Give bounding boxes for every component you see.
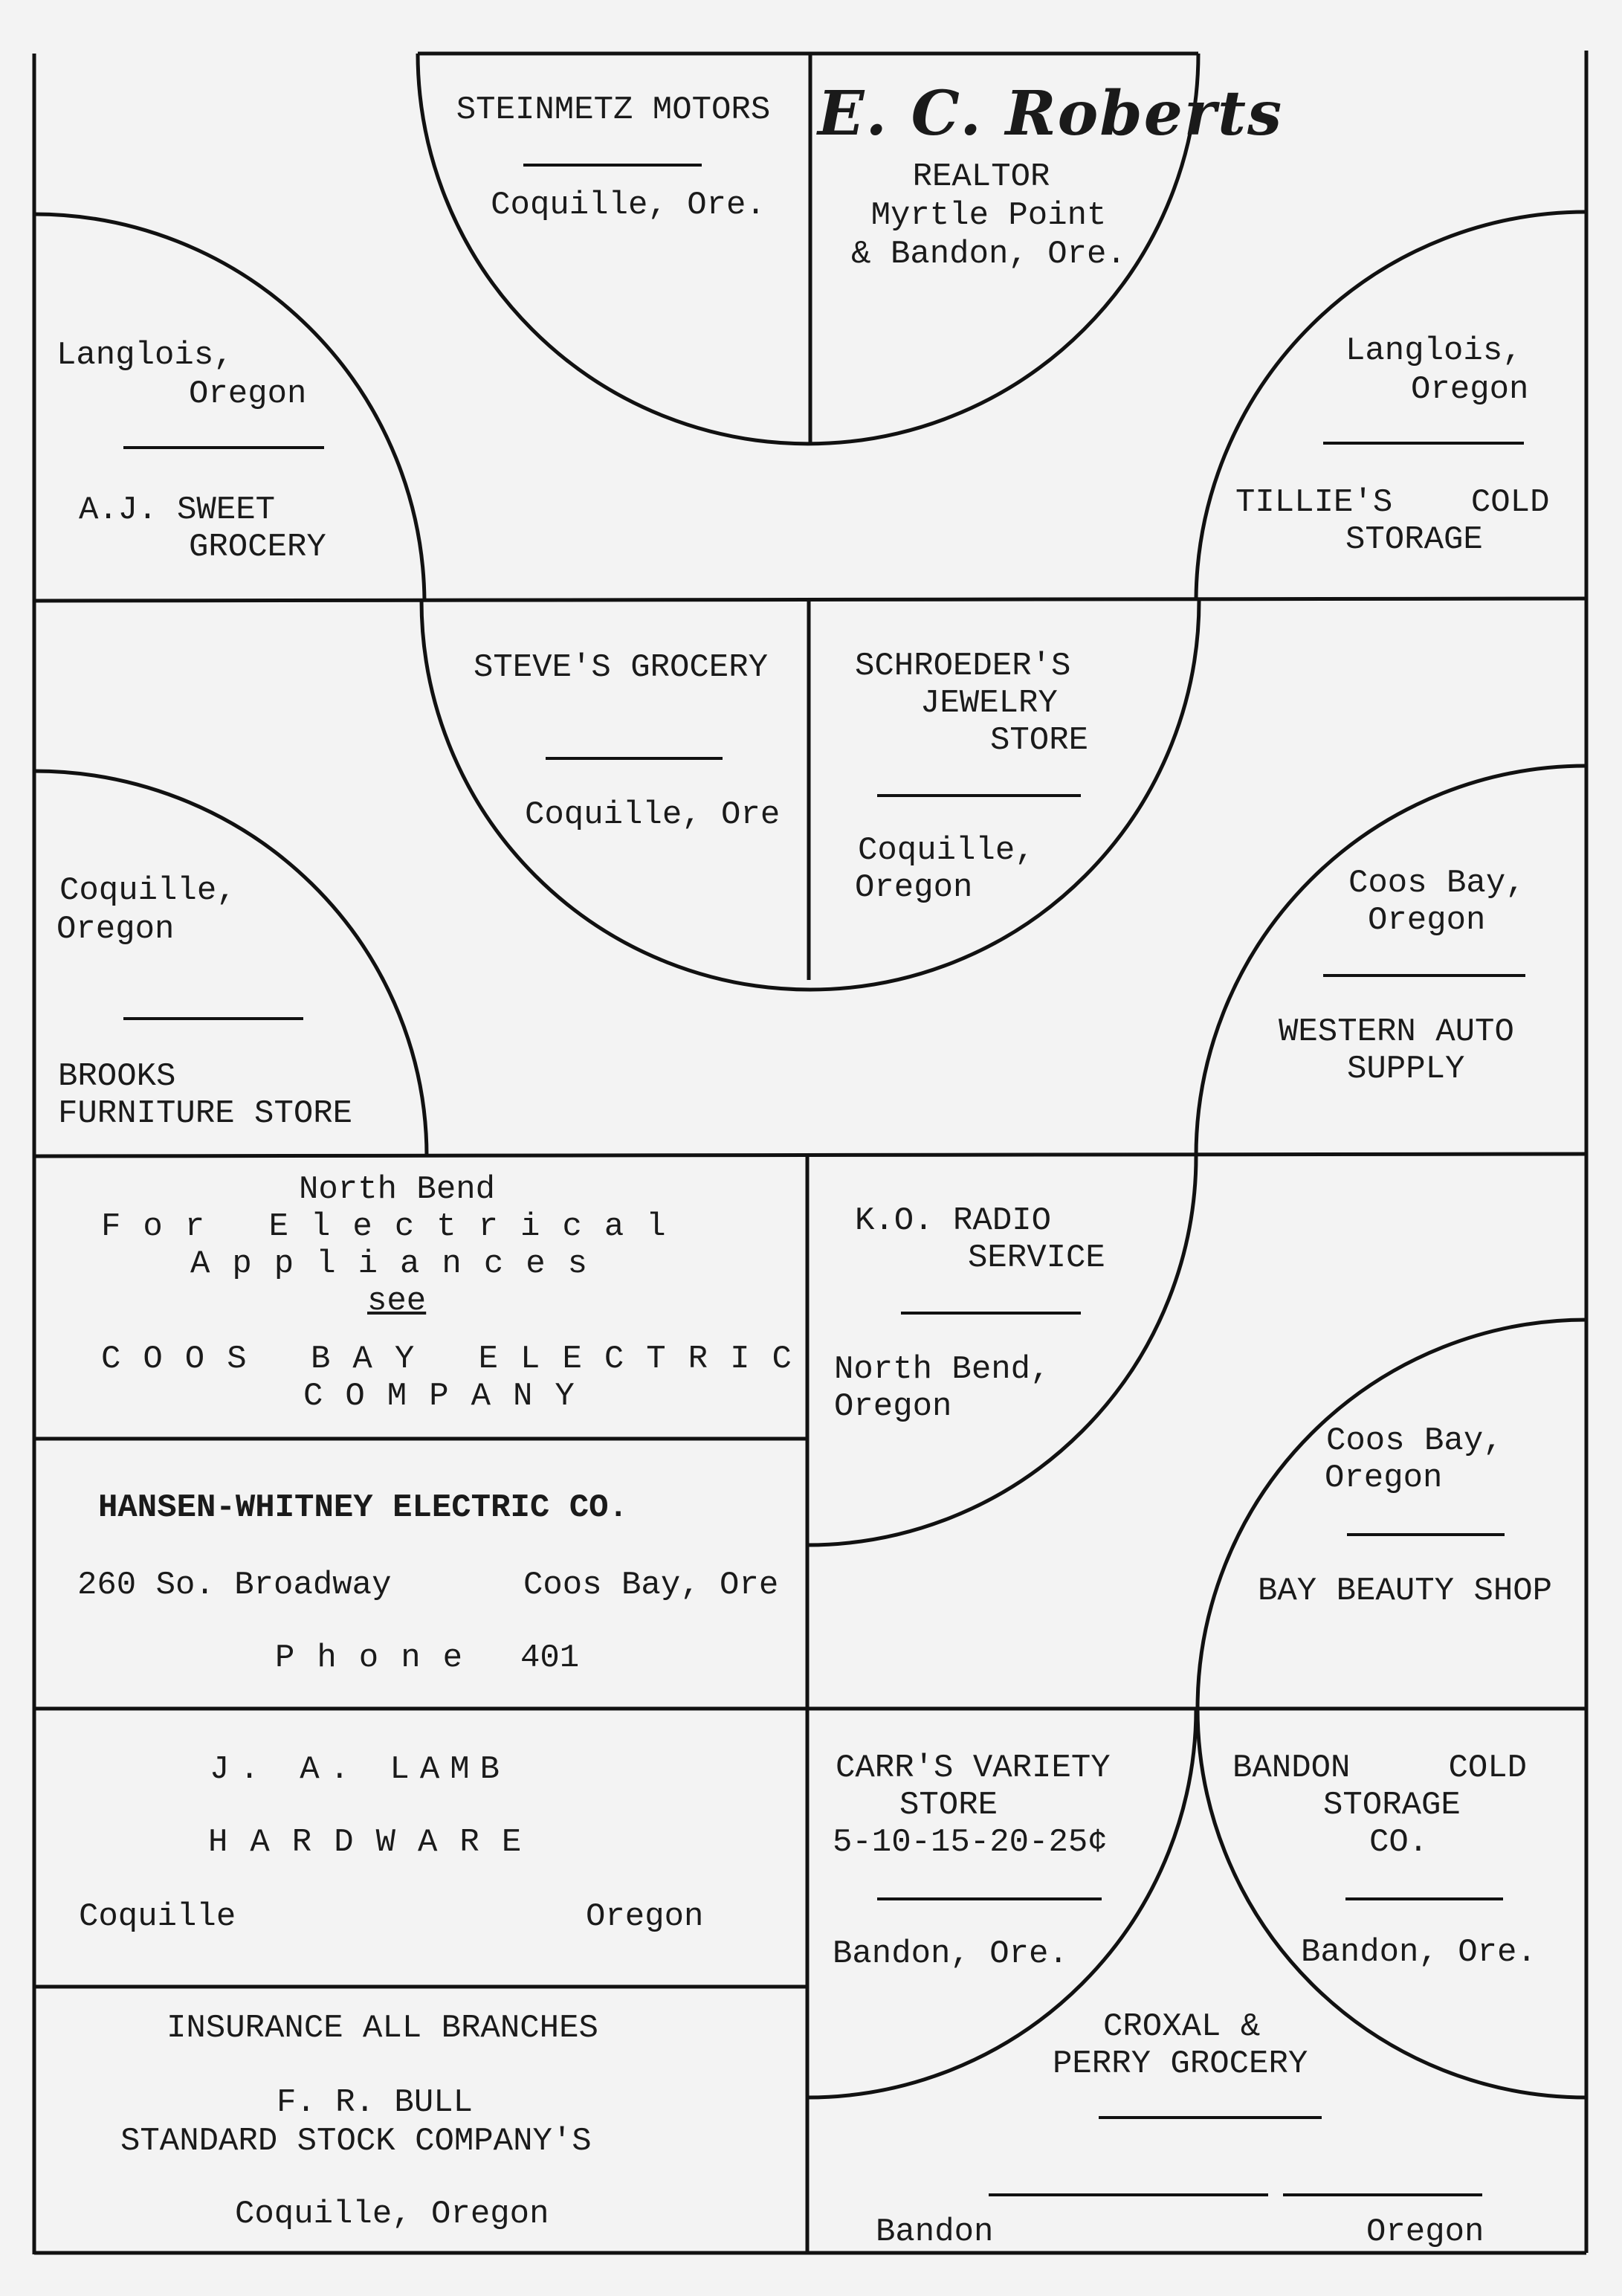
hansen-address: 260 So. Broadway <box>77 1567 392 1604</box>
steves-city: Coquille, Ore <box>525 796 781 833</box>
bandon-cold-name1: BANDON COLD <box>1232 1750 1528 1787</box>
brooks-rule <box>123 1017 303 1020</box>
steinmetz-rule <box>523 164 702 167</box>
sweet-name2: GROCERY <box>189 529 326 566</box>
brooks-city1: Coquille, <box>59 872 236 909</box>
cbe-line6: COMPANY <box>303 1378 597 1415</box>
bull-city: Coquille, Oregon <box>235 2196 549 2233</box>
hansen-phone-label: Phone <box>275 1639 485 1677</box>
hansen-name: HANSEN-WHITNEY ELECTRIC CO. <box>98 1489 628 1526</box>
bull-name: F. R. BULL <box>277 2084 474 2121</box>
beauty-rule <box>1347 1533 1505 1536</box>
brooks-city2: Oregon <box>56 911 175 948</box>
ko-city1: North Bend, <box>834 1351 1050 1388</box>
carrs-rule <box>877 1897 1102 1900</box>
croxal-underline-2 <box>1283 2193 1482 2196</box>
carrs-city: Bandon, Ore. <box>833 1935 1068 1973</box>
cbe-line3: Appliances <box>190 1245 610 1283</box>
carrs-name1: CARR'S VARIETY <box>836 1750 1111 1787</box>
western-city1: Coos Bay, <box>1348 865 1525 902</box>
lamb-city: Coquille <box>79 1898 236 1935</box>
ko-rule <box>901 1312 1081 1315</box>
roberts-title: REALTOR <box>912 158 1050 196</box>
ko-name1: K.O. RADIO <box>855 1202 1052 1239</box>
schroeder-name3: STORE <box>990 722 1089 759</box>
brooks-name2: FURNITURE STORE <box>58 1095 353 1132</box>
sweet-city1: Langlois, <box>56 337 233 374</box>
lamb-name: J. A. LAMB <box>210 1751 511 1788</box>
row-line-2 <box>34 1154 1586 1156</box>
row-line-1 <box>34 599 1586 601</box>
tillies-rule <box>1323 442 1524 445</box>
cbe-line4: see <box>367 1283 427 1320</box>
lamb-state: Oregon <box>586 1898 704 1935</box>
carrs-prices: 5-10-15-20-25¢ <box>833 1824 1108 1861</box>
western-name1: WESTERN AUTO <box>1279 1013 1514 1051</box>
tillies-name1: TILLIE'S COLD <box>1235 484 1550 521</box>
western-arc <box>1196 766 1586 1156</box>
tillies-city1: Langlois, <box>1345 332 1522 370</box>
sweet-name1: A.J. SWEET <box>79 491 276 529</box>
western-name2: SUPPLY <box>1347 1051 1465 1088</box>
bandon-cold-name2: STORAGE <box>1323 1787 1461 1824</box>
hansen-city: Coos Bay, Ore <box>523 1567 779 1604</box>
roberts-name: E. C. Roberts <box>818 78 1284 149</box>
western-city2: Oregon <box>1368 902 1486 939</box>
hansen-phone-number: 401 <box>520 1639 580 1677</box>
cbe-line1: North Bend <box>299 1171 496 1208</box>
schroeder-city2: Oregon <box>855 869 973 906</box>
roberts-line1: Myrtle Point <box>870 197 1107 234</box>
croxal-name1: CROXAL & <box>1103 2008 1261 2045</box>
beauty-city2: Oregon <box>1325 1460 1443 1497</box>
cbe-line5: COOS BAY ELECTRIC <box>101 1341 814 1378</box>
croxal-city: Bandon <box>876 2213 994 2251</box>
carrs-name2: STORE <box>899 1787 998 1824</box>
steves-name: STEVE'S GROCERY <box>473 649 769 686</box>
brooks-name1: BROOKS <box>58 1058 176 1095</box>
croxal-rule <box>1099 2116 1322 2119</box>
ko-name2: SERVICE <box>968 1239 1105 1277</box>
bandon-cold-city: Bandon, Ore. <box>1301 1934 1537 1971</box>
lamb-business: HARDWARE <box>208 1824 544 1861</box>
schroeder-city1: Coquille, <box>858 832 1035 869</box>
bandon-cold-rule <box>1345 1897 1503 1900</box>
steinmetz-name: STEINMETZ MOTORS <box>456 91 771 129</box>
croxal-name2: PERRY GROCERY <box>1053 2045 1308 2083</box>
cbe-line2: For Electrical <box>101 1208 688 1245</box>
steinmetz-city: Coquille, Ore. <box>491 187 766 224</box>
beauty-name: BAY BEAUTY SHOP <box>1258 1573 1553 1610</box>
tillies-name2: STORAGE <box>1345 521 1483 558</box>
steves-rule <box>546 757 723 760</box>
beauty-city1: Coos Bay, <box>1326 1422 1503 1460</box>
bandon-cold-name3: CO. <box>1369 1824 1429 1861</box>
roberts-line2: & Bandon, Ore. <box>851 236 1126 273</box>
croxal-underline-1 <box>989 2193 1268 2196</box>
schroeder-rule <box>877 794 1081 797</box>
schroeder-name2: JEWELRY <box>920 685 1058 722</box>
ko-city2: Oregon <box>834 1388 952 1425</box>
croxal-state: Oregon <box>1366 2213 1484 2251</box>
bull-line1: INSURANCE ALL BRANCHES <box>167 2010 598 2047</box>
sweet-city2: Oregon <box>189 375 307 413</box>
schroeder-name1: SCHROEDER'S <box>855 648 1071 685</box>
beauty-arc <box>1198 1320 1586 1709</box>
sweet-rule <box>123 446 324 449</box>
tillies-city2: Oregon <box>1411 371 1529 408</box>
western-rule <box>1323 974 1525 977</box>
bull-line2: STANDARD STOCK COMPANY'S <box>120 2123 592 2160</box>
